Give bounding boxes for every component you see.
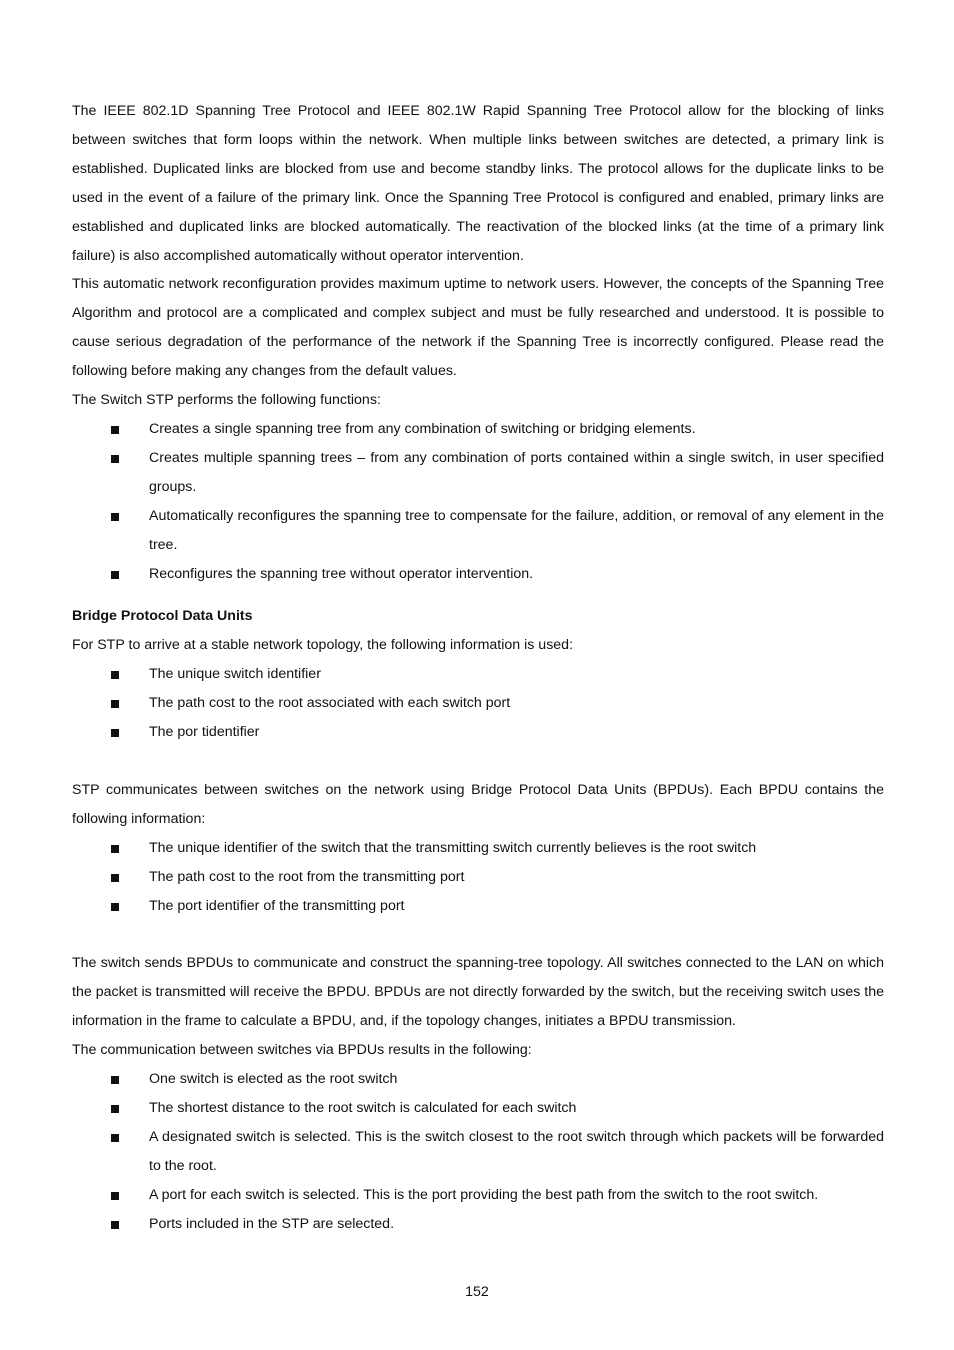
bpdu-paragraph: For STP to arrive at a stable network topology, the following information is used: [72,637,574,654]
list-item: The por tidentifier [72,718,884,747]
list-item: One switch is elected as the root switch [72,1065,884,1094]
list-item: Creates multiple spanning trees – from any combination of ports contained within a single switch, in user specified groups. [72,444,884,502]
info-used-list [72,660,884,747]
list-item: The unique identifier of the switch that the transmitting switch currently believes is the root switch [72,834,884,863]
list-item: The path cost to the root from the transmitting port [72,863,884,892]
list-item: A port for each switch is selected. This is the port providing the best path from the switch to the root switch. [72,1181,884,1210]
functions-list [72,415,884,588]
section-heading: Bridge Protocol Data Units [72,608,253,625]
results-list [72,1065,884,1238]
document-page [72,97,884,1239]
list-item: Creates a single spanning tree from any combination of switching or bridging elements. [72,415,884,444]
list-item: The path cost to the root associated with each switch port [72,689,884,718]
bpdu-paragraph: The switch sends BPDUs to communicate and construct the spanning-tree topology. All switches connected to the LAN on which the packet is transmitted will receive the BPDU. BPDUs are not directly forwarded by the switch, but the receiving switch uses the information in the frame to calculate a BPDU, and, if the topology changes, initiates a BPDU transmission. [72,955,884,1030]
list-item: The port identifier of the transmitting port [72,892,884,921]
intro-paragraph: The IEEE 802.1D Spanning Tree Protocol and IEEE 802.1W Rapid Spanning Tree Protocol allow for the blocking of links between switches that form loops within the network. When multiple links between switches are detected, a primary link is established. Duplicated links are blocked from use and become standby links. The protocol allows for the duplicate links to be used in the event of a failure of the primary link. Once the Spanning Tree Protocol is configured and enabled, primary links are established and duplicated links are blocked automatically. The reactivation of the blocked links (at the time of a primary link failure) is also accomplished automatically without operator intervention. [72,103,884,264]
spacer [72,920,884,949]
page-number: 152 [465,1284,489,1300]
bpdu-paragraph: STP communicates between switches on the network using Bridge Protocol Data Units (BPDUs). Each BPDU contains the following information: [72,781,884,827]
list-item: The unique switch identifier [72,660,884,689]
list-item: Automatically reconfigures the spanning tree to compensate for the failure, addition, or removal of any element in the tree. [72,502,884,560]
list-item: Reconfigures the spanning tree without operator intervention. [72,560,884,589]
list-item: A designated switch is selected. This is the switch closest to the root switch through which packets will be forwarded to the root. [72,1123,884,1181]
list-item: Ports included in the STP are selected. [72,1210,884,1239]
intro-paragraph: This automatic network reconfiguration provides maximum uptime to network users. However, the concepts of the Spanning Tree Algorithm and protocol are a complicated and complex subject and must be fully researched and understood. It is possible to cause serious degradation of the performance of the network if the Spanning Tree is incorrectly configured. Please read the following before making any changes from the default values. [72,276,884,380]
bpdu-contents-list [72,834,884,921]
bpdu-paragraph: The communication between switches via BPDUs results in the following: [72,1042,532,1059]
list-item: The shortest distance to the root switch is calculated for each switch [72,1094,884,1123]
intro-paragraph: The Switch STP performs the following functions: [72,392,381,409]
spacer [72,747,884,776]
